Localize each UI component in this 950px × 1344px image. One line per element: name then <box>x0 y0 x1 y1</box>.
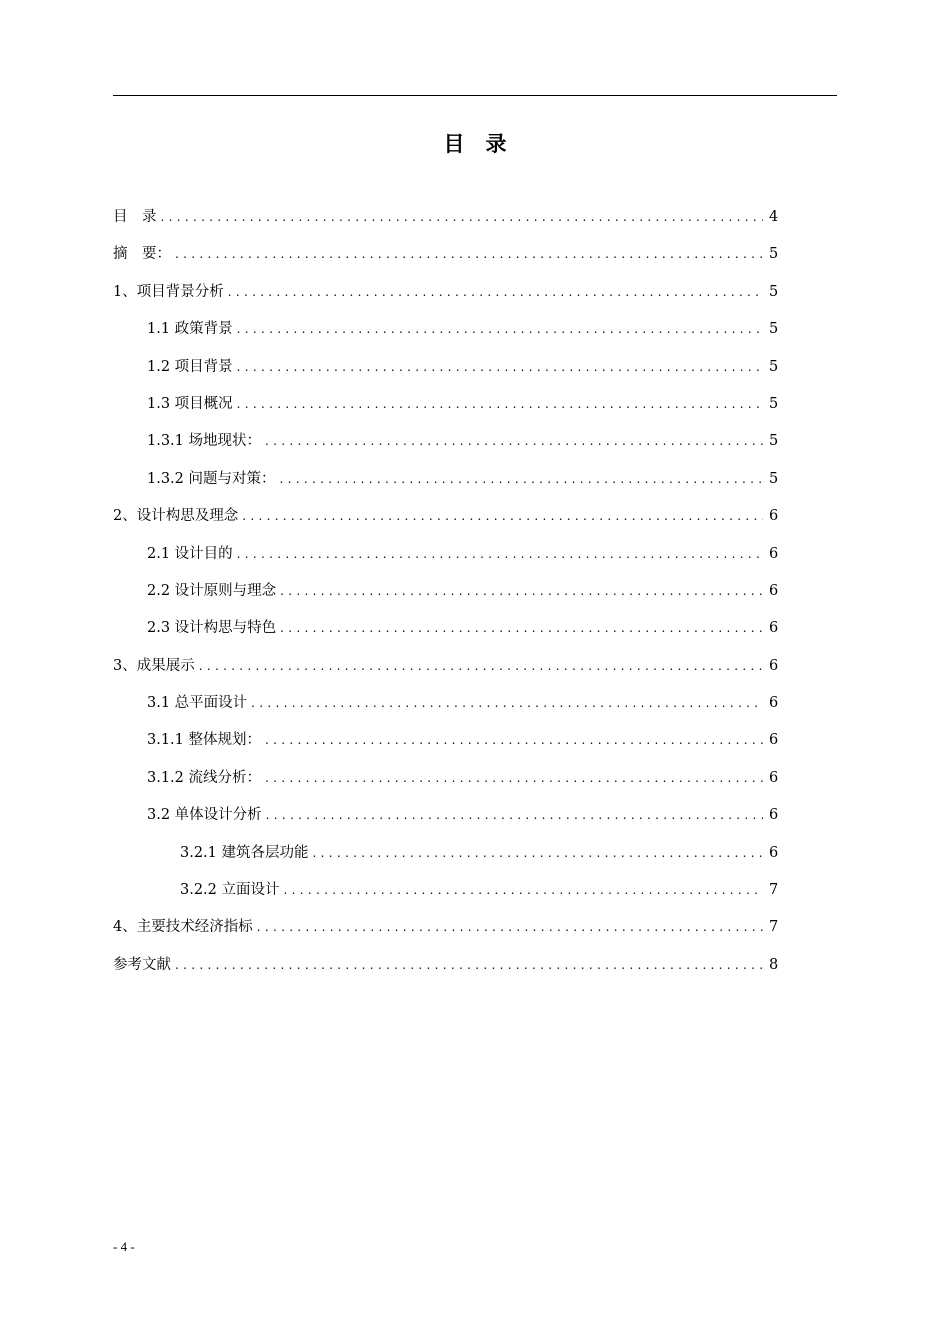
toc-entry-label: 摘 要： <box>113 246 171 263</box>
toc-entry-label: 1、项目背景分析 <box>113 283 224 300</box>
toc-page-number: 5 <box>769 246 779 263</box>
dot-leader <box>280 610 763 647</box>
dot-leader <box>265 423 763 460</box>
toc-entry[interactable] <box>113 797 777 834</box>
toc-entry-label: 1.3.1 场地现状： <box>147 433 262 450</box>
toc-page-number: 6 <box>769 769 779 786</box>
toc-page-number: 6 <box>769 732 779 749</box>
toc-page-number: 7 <box>769 882 779 899</box>
toc-entry[interactable] <box>113 536 777 573</box>
toc-entry-label: 3.1.1 整体规划： <box>147 732 262 749</box>
toc-page-number: 5 <box>769 395 779 412</box>
dot-leader <box>228 274 763 311</box>
toc-page-number: 6 <box>769 807 779 824</box>
toc-page-number: 5 <box>769 433 779 450</box>
dot-leader <box>175 236 763 273</box>
dot-leader <box>313 835 763 872</box>
toc-page-number: 5 <box>769 358 779 375</box>
table-of-contents <box>113 199 777 984</box>
dot-leader <box>175 947 763 984</box>
toc-entry-label: 3.2.1 建筑各层功能 <box>180 844 309 861</box>
dot-leader <box>237 536 763 573</box>
dot-leader <box>199 648 763 685</box>
toc-entry-label: 2.2 设计原则与理念 <box>147 582 277 599</box>
footer-page-number: - 4 - <box>113 1239 135 1254</box>
toc-entry[interactable] <box>113 199 777 236</box>
toc-entry-label: 3.1 总平面设计 <box>147 695 248 712</box>
toc-entry[interactable] <box>113 909 777 946</box>
toc-entry[interactable] <box>113 685 777 722</box>
toc-page-number: 6 <box>769 657 779 674</box>
toc-entry[interactable] <box>113 835 777 872</box>
toc-entry-label: 1.3 项目概况 <box>147 395 233 412</box>
toc-entry-label: 3.2.2 立面设计 <box>180 882 280 899</box>
toc-entry-label: 1.1 政策背景 <box>147 321 233 338</box>
toc-entry[interactable] <box>113 386 777 423</box>
dot-leader <box>242 498 763 535</box>
toc-entry[interactable] <box>113 947 777 984</box>
toc-page-number: 6 <box>769 844 779 861</box>
toc-entry[interactable] <box>113 311 777 348</box>
toc-entry-label: 2、设计构思及理念 <box>113 508 239 525</box>
toc-entry[interactable] <box>113 610 777 647</box>
toc-entry-label: 3.2 单体设计分析 <box>147 807 262 824</box>
toc-entry[interactable] <box>113 648 777 685</box>
toc-page-number: 7 <box>769 919 779 936</box>
toc-entry-label: 目 录 <box>113 209 157 225</box>
dot-leader <box>237 311 763 348</box>
toc-entry[interactable] <box>113 573 777 610</box>
toc-page-number: 5 <box>769 470 779 487</box>
dot-leader <box>284 872 763 909</box>
toc-entry[interactable] <box>113 349 777 386</box>
dot-leader <box>251 685 763 722</box>
toc-entry[interactable] <box>113 760 777 797</box>
toc-entry-label: 2.3 设计构思与特色 <box>147 620 277 637</box>
dot-leader <box>280 573 763 610</box>
toc-page-number: 4 <box>769 209 779 225</box>
dot-leader <box>266 797 763 834</box>
toc-entry-label: 参考文献 <box>113 956 171 973</box>
toc-entry-label: 2.1 设计目的 <box>147 545 233 562</box>
toc-entry[interactable] <box>113 498 777 535</box>
toc-entry[interactable] <box>113 872 777 909</box>
toc-entry-label: 1.2 项目背景 <box>147 358 233 375</box>
toc-page-number: 6 <box>769 545 779 562</box>
toc-entry[interactable] <box>113 722 777 759</box>
toc-page-number: 6 <box>769 508 779 525</box>
toc-entry[interactable] <box>113 236 777 273</box>
dot-leader <box>280 461 763 498</box>
toc-page-number: 5 <box>769 321 779 338</box>
toc-page-number: 8 <box>769 956 779 973</box>
toc-entry-label: 3.1.2 流线分析： <box>147 769 262 786</box>
header-rule <box>113 95 837 96</box>
toc-page-number: 6 <box>769 620 779 637</box>
dot-leader <box>265 722 763 759</box>
dot-leader <box>237 349 763 386</box>
dot-leader <box>257 909 763 946</box>
toc-entry-label: 4、主要技术经济指标 <box>113 919 253 936</box>
page-title: 目 录 <box>443 132 507 156</box>
toc-page-number: 6 <box>769 695 779 712</box>
toc-page-number: 5 <box>769 283 779 300</box>
toc-page-number: 6 <box>769 582 779 599</box>
toc-entry-label: 1.3.2 问题与对策： <box>147 470 276 487</box>
toc-entry[interactable] <box>113 423 777 460</box>
toc-entry-label: 3、成果展示 <box>113 657 195 674</box>
toc-entry[interactable] <box>113 461 777 498</box>
dot-leader <box>161 199 764 236</box>
dot-leader <box>237 386 763 423</box>
toc-entry[interactable] <box>113 274 777 311</box>
dot-leader <box>265 760 763 797</box>
